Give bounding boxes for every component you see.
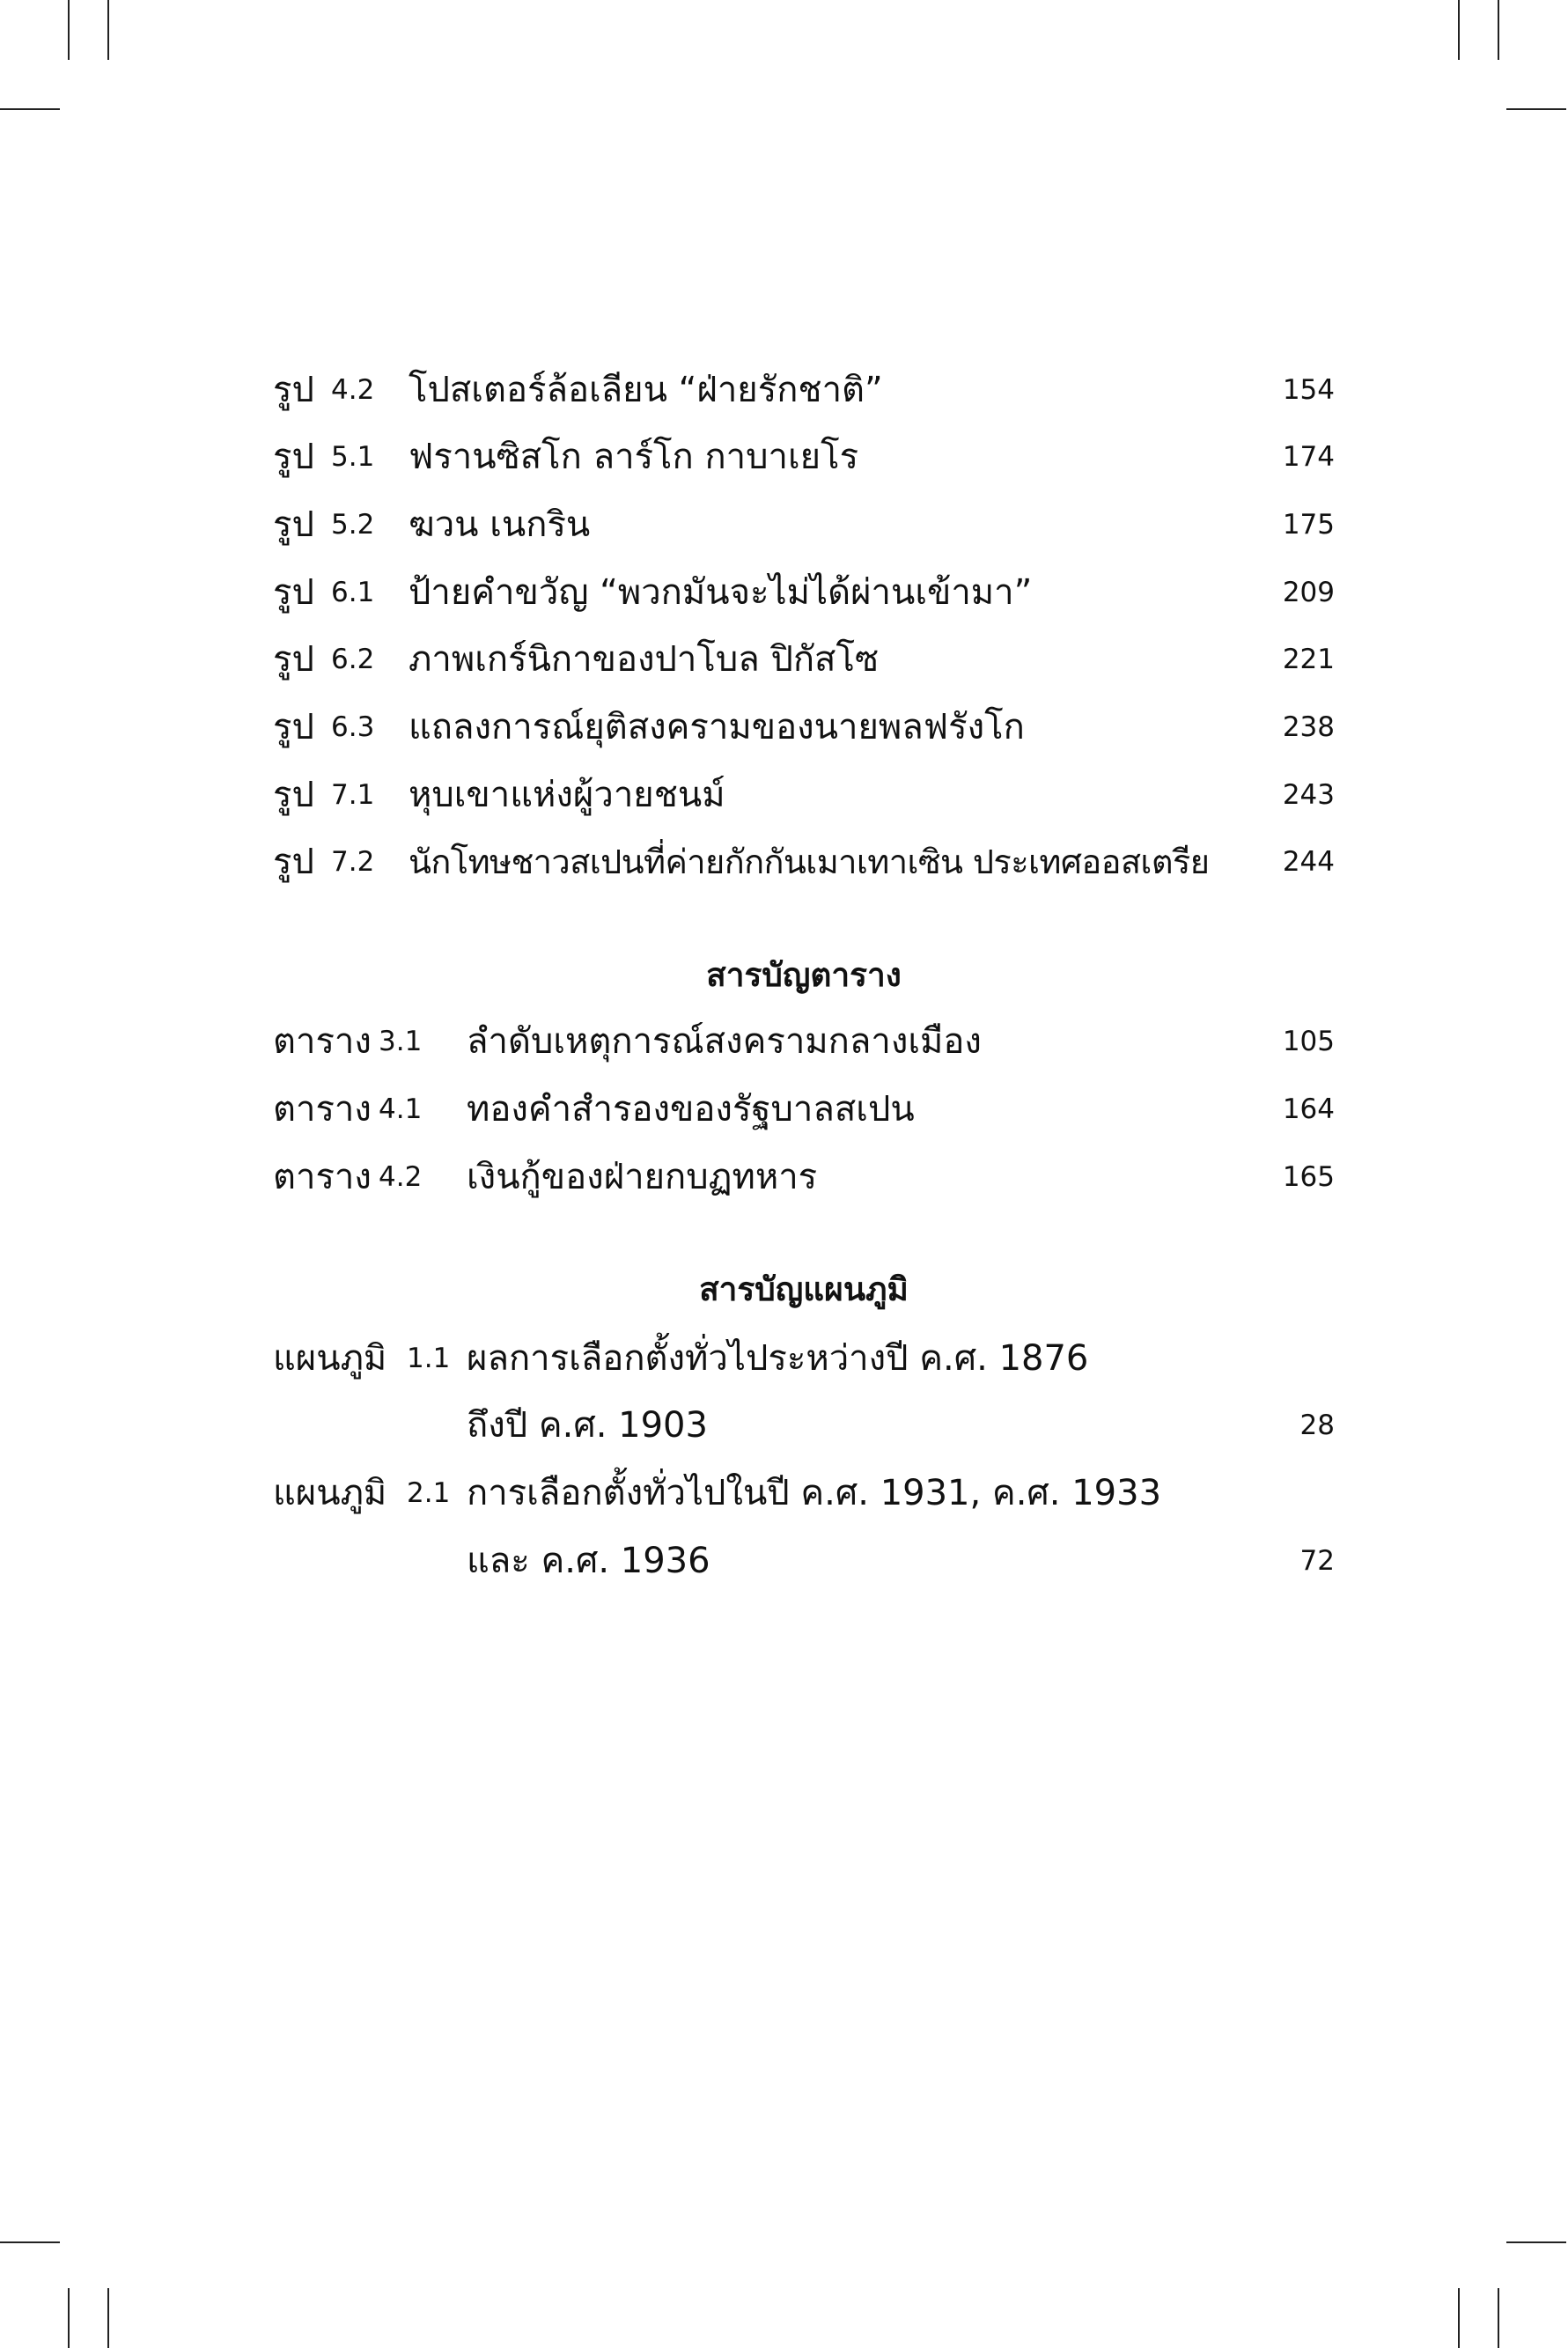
figure-number: 6.2 [331,644,375,675]
page-number: 221 [1282,644,1335,675]
figure-title: ป้ายคำขวัญ “พวกมันจะไม่ได้ผ่านเข้ามา” [409,572,1033,613]
table-title: เงินกู้ของฝ่ายกบฏทหาร [467,1157,818,1197]
chart-label: แผนภูมิ [273,1473,387,1513]
figure-label: รูป [273,572,314,613]
chart-entry-continued [273,1395,1335,1456]
table-title: ลำดับเหตุการณ์สงครามกลางเมือง [467,1021,982,1062]
crop-mark [0,2241,60,2243]
figure-number: 7.2 [331,846,375,878]
figure-title: ฆวน เนกริน [409,504,591,545]
table-number: 4.2 [379,1161,423,1193]
crop-mark [1506,108,1566,110]
figure-label: รูป [273,437,314,477]
chart-entry [273,1328,1335,1389]
tables-heading: สารบัญตาราง [706,956,902,994]
crop-mark [0,108,60,110]
charts-heading: สารบัญแผนภูมิ [699,1270,909,1308]
chart-title-continued: และ ค.ศ. 1936 [467,1541,710,1581]
figure-entry [273,562,1335,623]
figure-label: รูป [273,842,314,882]
table-label: ตาราง [273,1089,372,1130]
crop-mark [1458,0,1460,60]
crop-mark [68,2288,70,2348]
page-number: 209 [1282,577,1335,608]
figure-title: แถลงการณ์ยุติสงครามของนายพลฟรังโก [409,707,1025,747]
figure-label: รูป [273,707,314,747]
table-entry [273,1146,1335,1208]
figure-entry [273,696,1335,758]
figure-entry [273,831,1335,893]
crop-mark [107,2288,109,2348]
table-title: ทองคำสำรองของรัฐบาลสเปน [467,1089,915,1130]
figure-number: 4.2 [331,374,375,406]
crop-mark [1498,0,1499,60]
crop-mark [107,0,109,60]
figure-label: รูป [273,639,314,680]
figure-entry [273,426,1335,488]
figure-entry [273,629,1335,690]
figure-entry [273,764,1335,826]
page-number: 174 [1282,441,1335,473]
chart-number: 1.1 [407,1343,451,1374]
figure-number: 6.1 [331,577,375,608]
crop-mark [1458,2288,1460,2348]
page-number: 105 [1282,1026,1335,1057]
table-label: ตาราง [273,1157,372,1197]
figure-label: รูป [273,504,314,545]
page-number: 72 [1299,1545,1335,1577]
table-number: 3.1 [379,1026,423,1057]
figure-number: 5.1 [331,441,375,473]
table-entry [273,1011,1335,1072]
page-number: 28 [1299,1410,1335,1441]
page-number: 238 [1282,711,1335,743]
crop-mark [1498,2288,1499,2348]
figure-title: ภาพเกร์นิกาของปาโบล ปิกัสโซ [409,639,880,680]
figure-title: ฟรานซิสโก ลาร์โก กาบาเยโร [409,437,859,477]
figure-title: โปสเตอร์ล้อเลียน “ฝ่ายรักชาติ” [409,370,883,410]
chart-title-continued: ถึงปี ค.ศ. 1903 [467,1405,708,1446]
figure-number: 6.3 [331,711,375,743]
figure-title: นักโทษชาวสเปนที่ค่ายกักกันเมาเทาเซิน ประเทศออสเตรีย [409,843,1210,881]
figure-number: 5.2 [331,509,375,541]
figure-entry [273,494,1335,556]
table-label: ตาราง [273,1021,372,1062]
crop-mark [1506,2241,1566,2243]
chart-entry-continued [273,1530,1335,1592]
table-entry [273,1078,1335,1140]
page-number: 164 [1282,1093,1335,1125]
crop-mark [68,0,70,60]
chart-title: การเลือกตั้งทั่วไปในปี ค.ศ. 1931, ค.ศ. 1933 [467,1473,1162,1513]
table-number: 4.1 [379,1093,423,1125]
figure-entry [273,359,1335,421]
page-number: 154 [1282,374,1335,406]
chart-title: ผลการเลือกตั้งทั่วไประหว่างปี ค.ศ. 1876 [467,1338,1089,1379]
chart-entry [273,1462,1335,1524]
figure-title: หุบเขาแห่งผู้วายชนม์ [409,775,725,815]
figure-number: 7.1 [331,779,375,811]
page-number: 244 [1282,846,1335,878]
figure-label: รูป [273,370,314,410]
chart-number: 2.1 [407,1477,451,1509]
page-number: 165 [1282,1161,1335,1193]
page-number: 243 [1282,779,1335,811]
figure-label: รูป [273,775,314,815]
page-number: 175 [1282,509,1335,541]
chart-label: แผนภูมิ [273,1338,387,1379]
